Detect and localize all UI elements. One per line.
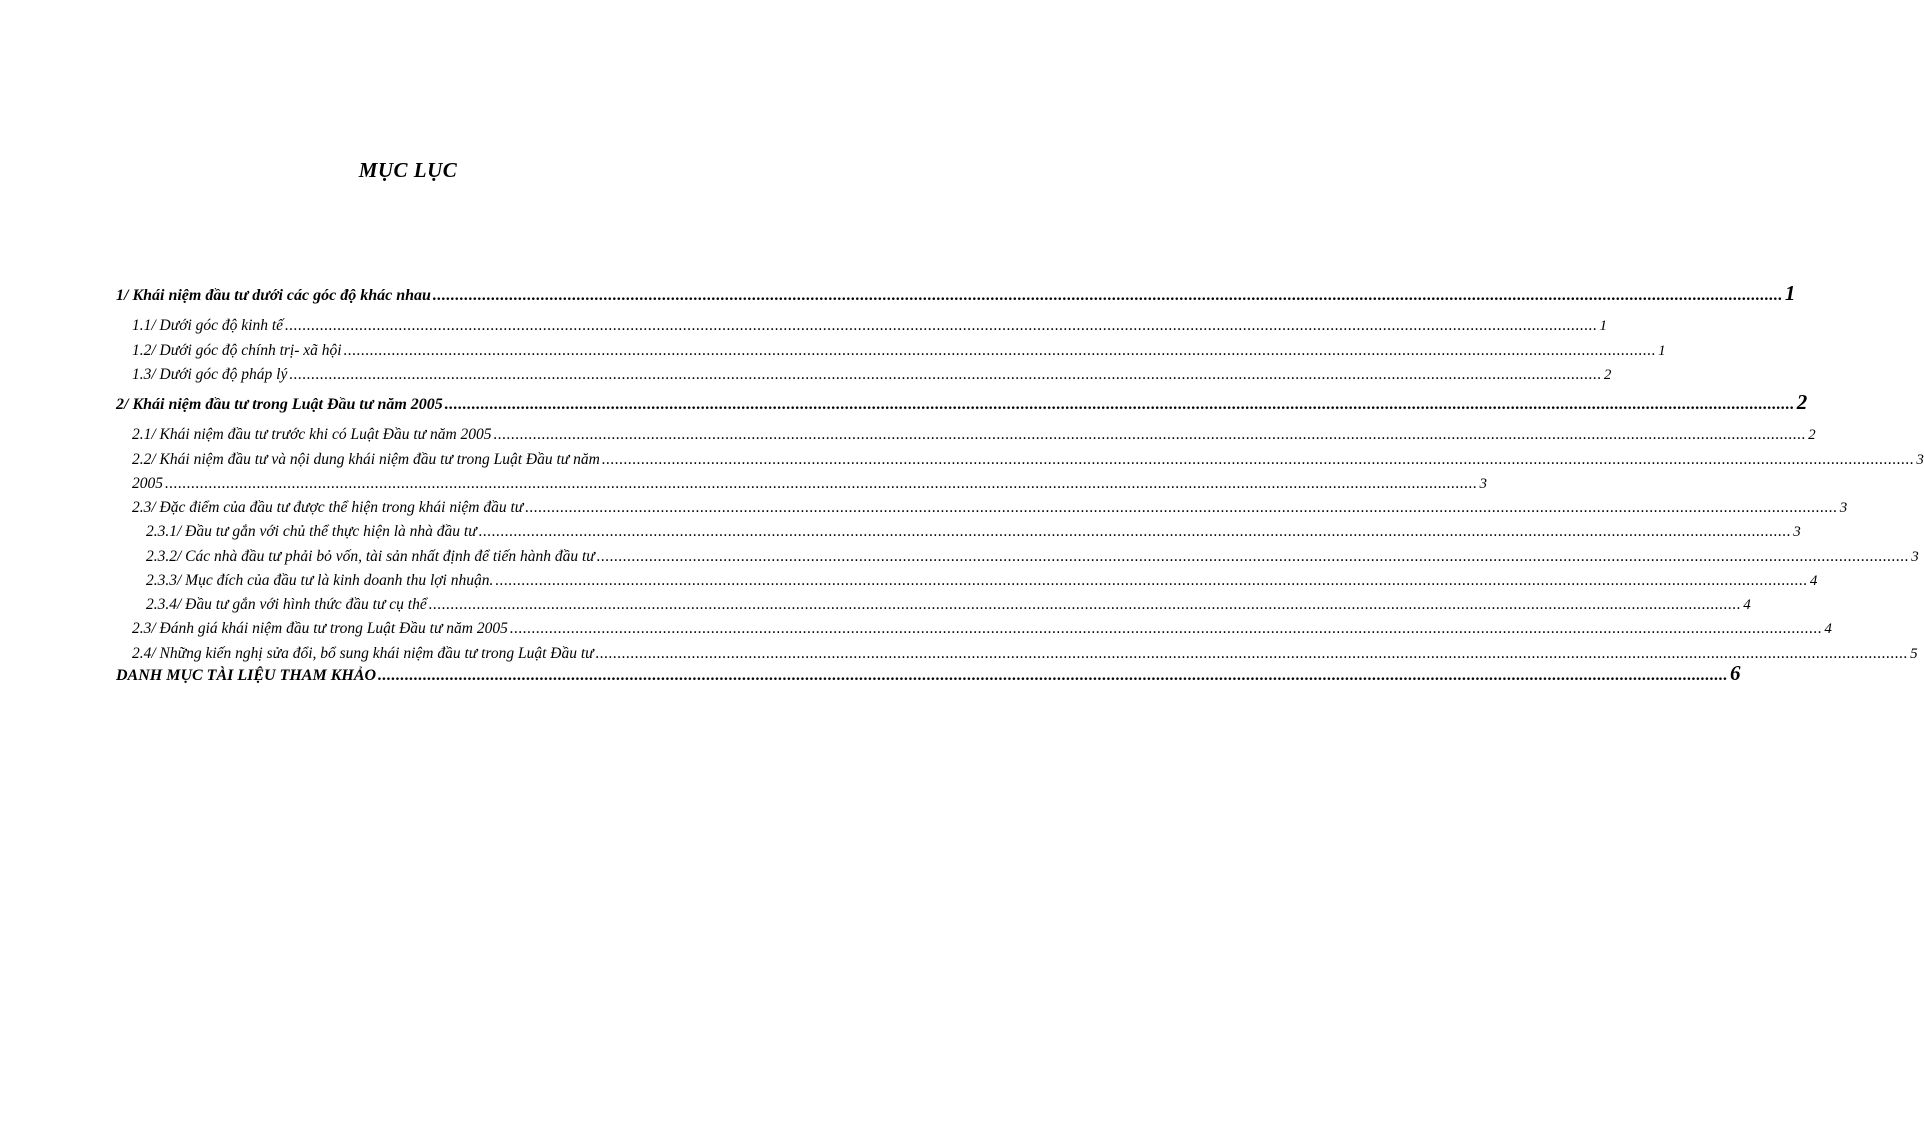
toc-leader-dots: ............................................................................................................................................................................................................................................................................................................ [285,317,1598,334]
toc-entry-title: 2/ Khái niệm đầu tư trong Luật Đầu tư năm 2005 [116,396,443,413]
toc-page-number: 2 [1808,427,1816,443]
toc-page-number: 3 [1479,476,1487,492]
toc-leader-dots: ............................................................................................................................................................................................................................................................................................................ [343,342,1657,359]
toc-page-number: 4 [1743,597,1751,613]
toc-leader-dots: ............................................................................................................................................................................................................................................................................................................ [595,645,1909,662]
toc-page-number: 3 [1793,524,1801,540]
toc-entry-title: 1.2/ Dưới góc độ chính trị- xã hội [132,342,342,359]
toc-leader-dots: ............................................................................................................................................................................................................................................................................................................ [525,499,1838,516]
toc-entry[interactable] [146,596,1751,614]
toc-leader-dots: ............................................................................................................................................................................................................................................................................................................ [493,426,1807,443]
toc-entry-title: 2.3/ Đặc điểm của đầu tư được thể hiện trong khái niệm đầu tư [132,499,524,516]
page-title: MỤC LỤC [358,158,458,182]
toc-leader-dots: ............................................................................................................................................................................................................................................................................................................ [478,523,1792,540]
toc-entry[interactable] [132,451,1924,469]
toc-entry[interactable] [116,281,1796,306]
toc-entry[interactable] [116,661,1741,686]
toc-entry[interactable] [146,572,1818,590]
toc-entry-title: 2.3.4/ Đầu tư gắn với hình thức đầu tư cụ thể [146,596,427,613]
toc-page-number: 3 [1839,500,1848,516]
toc-page-number: 5 [1910,646,1918,662]
toc-leader-dots: ............................................................................................................................................................................................................................................................................................................ [495,572,1808,589]
toc-entry-title: 2.3.1/ Đầu tư gắn với chủ thể thực hiện là nhà đầu tư [146,523,477,540]
toc-entry[interactable] [146,523,1801,541]
toc-page-number: 2 [1796,390,1808,414]
toc-page-number: 4 [1809,573,1818,589]
toc-entry[interactable] [132,366,1612,384]
toc-page-number: 6 [1730,661,1741,685]
toc-leader-dots: ............................................................................................................................................................................................................................................................................................................ [509,620,1823,637]
toc-entry-title: 2.4/ Những kiến nghị sửa đổi, bổ sung khái niệm đầu tư trong Luật Đầu tư [132,645,594,662]
toc-leader-dots: ............................................................................................................................................................................................................................................................................................................ [444,396,1795,413]
toc-leader-dots: ............................................................................................................................................................................................................................................................................................................ [378,667,1729,684]
toc-leader-dots: ............................................................................................................................................................................................................................................................................................................ [165,475,1478,492]
toc-entry-title: 2.2/ Khái niệm đầu tư và nội dung khái niệm đầu tư trong Luật Đầu tư năm [132,451,600,468]
toc-entry[interactable] [132,620,1832,638]
toc-leader-dots: ............................................................................................................................................................................................................................................................................................................ [596,548,1910,565]
toc-page-number: 3 [1911,549,1919,565]
toc-page-number: 1 [1784,281,1796,305]
toc-entry-title: DANH MỤC TÀI LIỆU THAM KHẢO [116,667,377,684]
toc-entry[interactable] [132,426,1816,444]
toc-entry-title: 2.3.2/ Các nhà đầu tư phải bỏ vốn, tài sản nhất định để tiến hành đầu tư [146,548,595,565]
toc-entry[interactable] [132,342,1666,360]
toc-leader-dots: ............................................................................................................................................................................................................................................................................................................ [289,366,1602,383]
toc-entry-title: 1.3/ Dưới góc độ pháp lý [132,366,288,383]
toc-page-number: 2 [1603,367,1612,383]
toc-entry[interactable] [116,390,1808,415]
toc-entry-title: 2.3/ Đánh giá khái niệm đầu tư trong Luật Đầu tư năm 2005 [132,620,508,637]
toc-leader-dots: ............................................................................................................................................................................................................................................................................................................ [601,451,1915,468]
toc-entry[interactable] [132,317,1608,335]
toc-entry-title: 1/ Khái niệm đầu tư dưới các góc độ khác nhau [116,287,431,304]
toc-entry-title: 2005 [132,475,163,492]
toc-entry-title: 2.3.3/ Mục đích của đầu tư là kinh doanh thu lợi nhuận. [146,572,494,589]
toc-entry[interactable] [132,499,1848,517]
toc-entry[interactable] [132,475,1487,493]
toc-entry-title: 2.1/ Khái niệm đầu tư trước khi có Luật Đầu tư năm 2005 [132,426,492,443]
toc-page-number: 1 [1658,343,1666,359]
toc-page-number: 1 [1599,318,1608,334]
toc-leader-dots: ............................................................................................................................................................................................................................................................................................................ [432,287,1783,304]
toc-entry[interactable] [146,548,1919,566]
toc-page-number: 3 [1916,452,1924,468]
toc-leader-dots: ............................................................................................................................................................................................................................................................................................................ [428,596,1742,613]
toc-page-number: 4 [1824,621,1832,637]
toc-entry-title: 1.1/ Dưới góc độ kinh tế [132,317,284,334]
